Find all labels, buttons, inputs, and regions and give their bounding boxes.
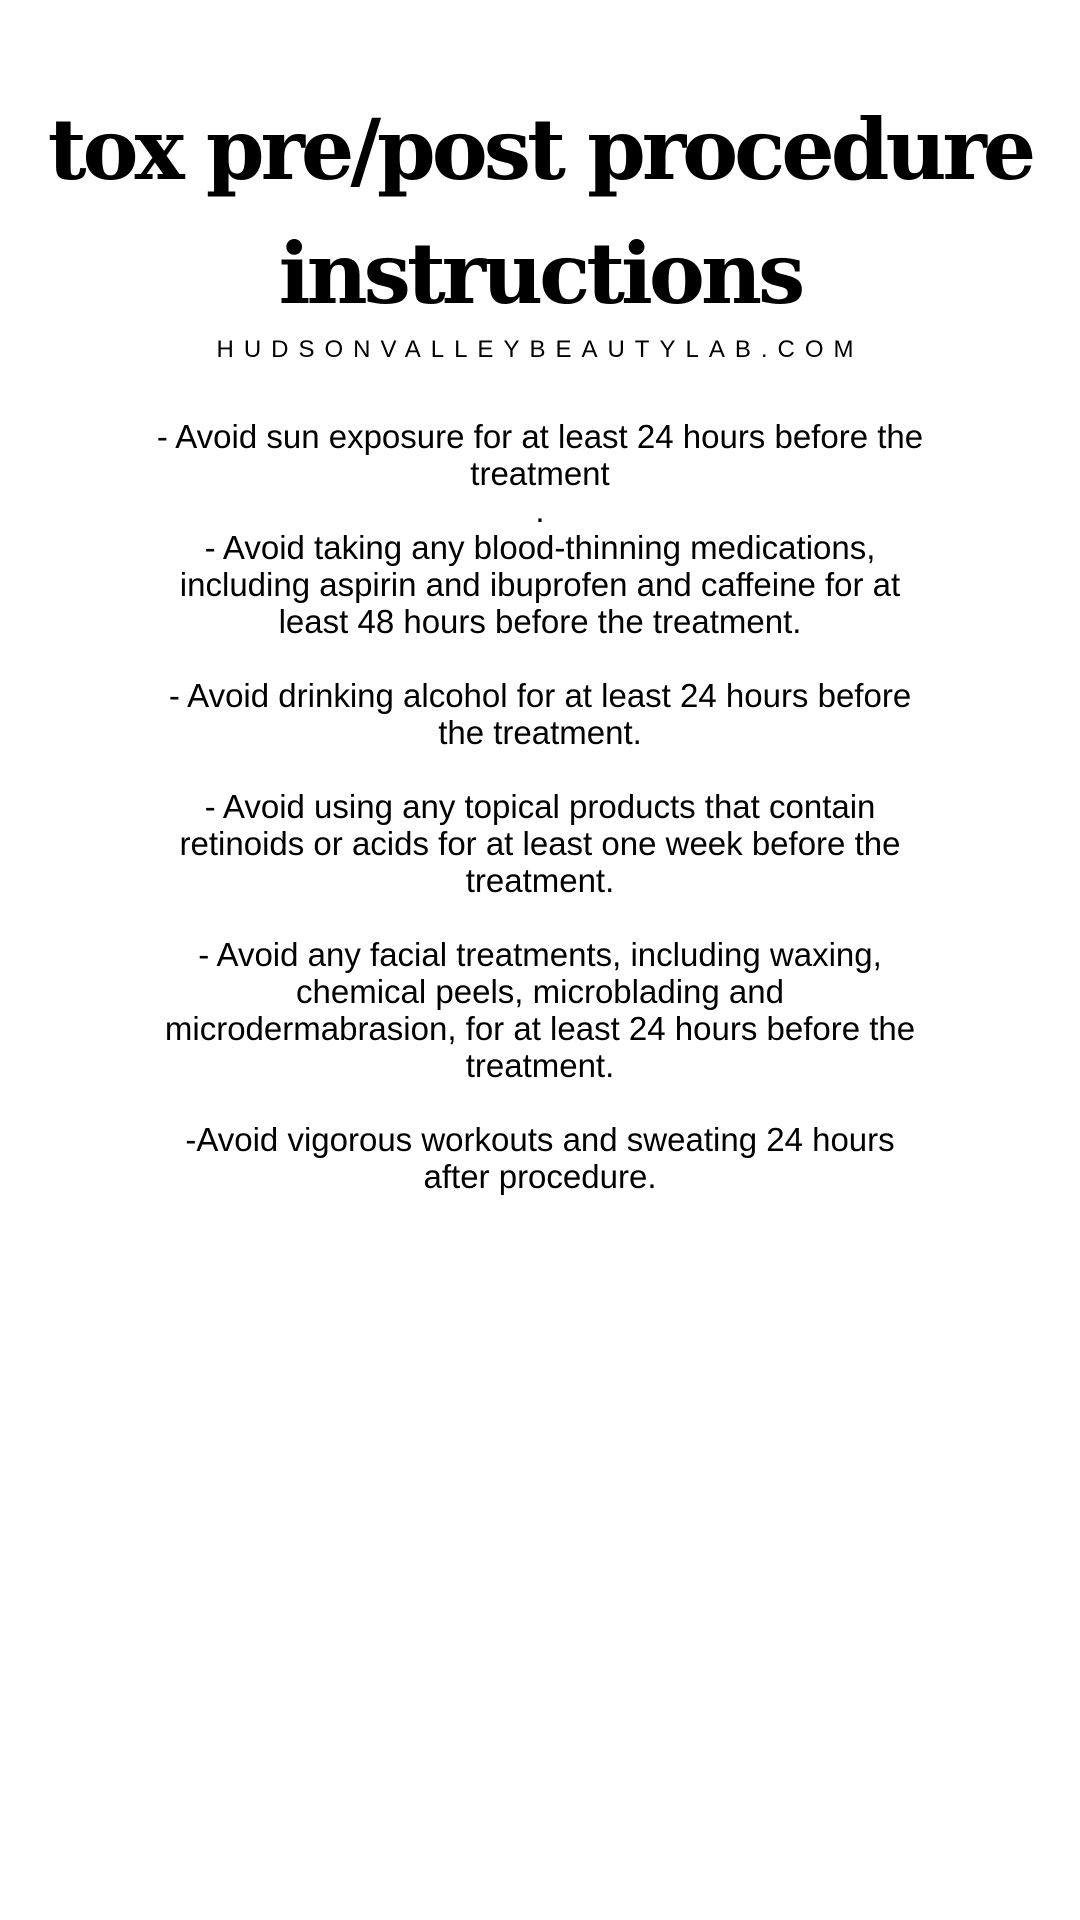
page-title-line-2: instructions — [278, 224, 802, 323]
instruction-item-topicals — [80, 788, 1000, 899]
instruction-text: - Avoid drinking alcohol for at least 24 hours before — [168, 677, 912, 714]
instruction-text: microdermabrasion, for at least 24 hours before the — [164, 1010, 916, 1047]
instruction-text: after procedure. — [423, 1158, 657, 1195]
instruction-text: treatment. — [465, 1047, 615, 1084]
instruction-item-workouts — [80, 1121, 1000, 1195]
instruction-text: . — [535, 492, 545, 529]
instruction-text: treatment — [470, 455, 610, 492]
instruction-text: - Avoid sun exposure for at least 24 hours before the — [156, 418, 924, 455]
instruction-item-facial-treatments — [80, 936, 1000, 1084]
instruction-item-blood-thinners — [80, 529, 1000, 640]
spacer — [80, 899, 1000, 936]
spacer — [80, 751, 1000, 788]
instruction-text: - Avoid any facial treatments, including waxing, — [198, 936, 882, 973]
page-title-line-1: tox pre/post procedure — [47, 100, 1033, 199]
instruction-item-sun — [80, 418, 1000, 529]
instruction-text: chemical peels, microblading and — [296, 973, 784, 1010]
instruction-item-alcohol — [80, 677, 1000, 751]
page-title — [40, 88, 1040, 336]
spacer — [80, 640, 1000, 677]
instruction-text: least 48 hours before the treatment. — [278, 603, 802, 640]
instruction-text: - Avoid taking any blood-thinning medications, — [204, 529, 876, 566]
instruction-text: the treatment. — [438, 714, 642, 751]
instruction-text: - Avoid using any topical products that contain — [204, 788, 876, 825]
instruction-list — [80, 418, 1000, 1195]
instruction-text: -Avoid vigorous workouts and sweating 24 hours — [185, 1121, 895, 1158]
instruction-text: retinoids or acids for at least one week before the — [179, 825, 901, 862]
spacer — [80, 1084, 1000, 1121]
website-url: HUDSONVALLEYBEAUTYLAB.COM — [216, 336, 864, 363]
instruction-text: including aspirin and ibuprofen and caffeine for at — [179, 566, 901, 603]
instruction-text: treatment. — [465, 862, 615, 899]
